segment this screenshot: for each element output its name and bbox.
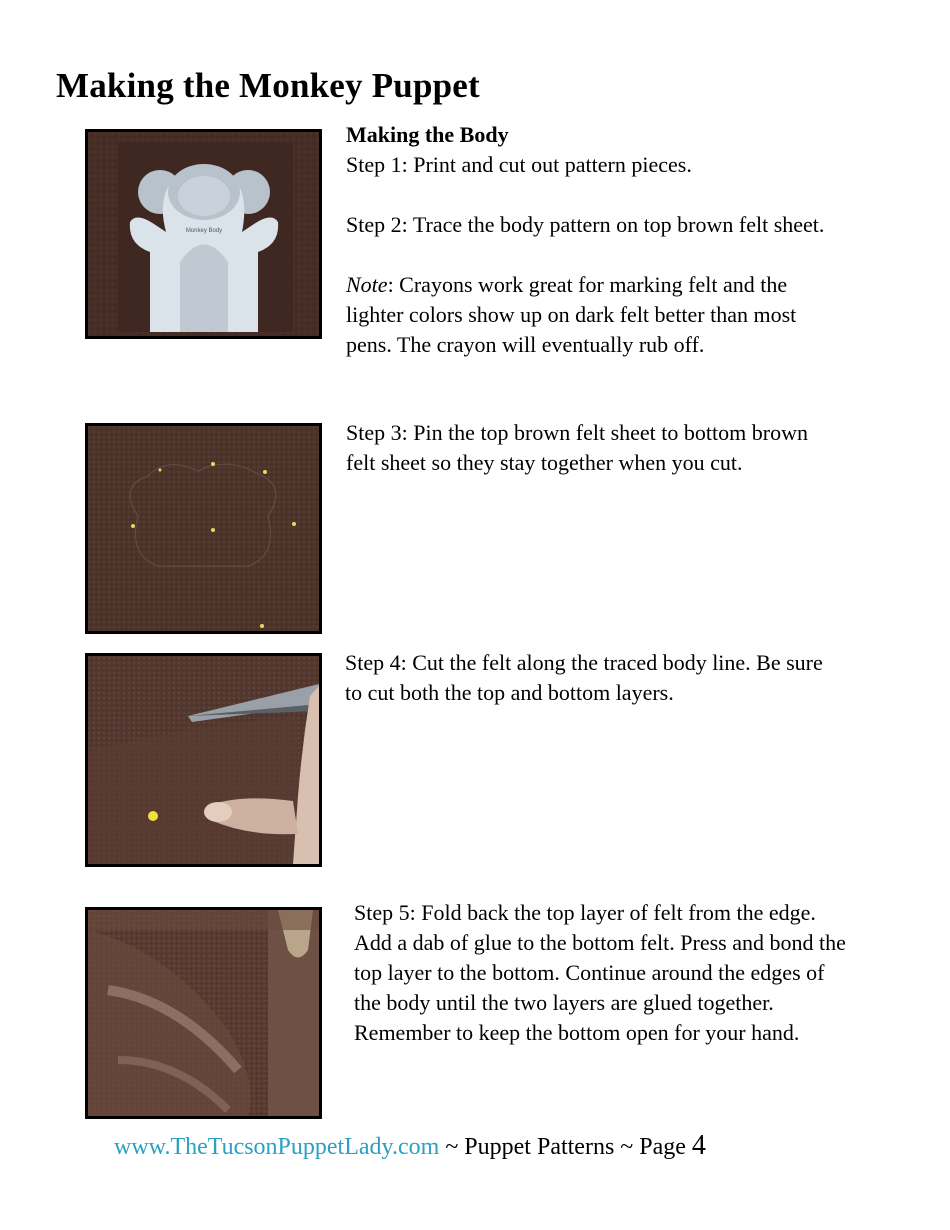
- footer-text: ~ Puppet Patterns ~ Page: [439, 1134, 692, 1160]
- note-label: Note: [346, 272, 388, 297]
- pattern-label: Monkey Body: [185, 228, 223, 234]
- page-title: Making the Monkey Puppet: [56, 66, 480, 105]
- photo-pinned-felt: [85, 423, 322, 634]
- step-2: Step 2: Trace the body pattern on top brown felt sheet.: [346, 212, 825, 237]
- footer-url-link[interactable]: www.TheTucsonPuppetLady.com: [114, 1134, 440, 1160]
- step-1: Step 1: Print and cut out pattern pieces.: [346, 152, 692, 177]
- footer: [114, 1130, 706, 1162]
- section-heading: Making the Body: [346, 122, 509, 147]
- step-4: Step 4: Cut the felt along the traced body line. Be sure to cut both the top and bottom layers.: [345, 650, 823, 705]
- photo-gluing-felt: [85, 907, 322, 1119]
- note-text: : Crayons work great for marking felt and the lighter colors show up on dark felt better than most pens. The crayon will eventually rub off.: [346, 272, 797, 357]
- step-5: Step 5: Fold back the top layer of felt from the edge. Add a dab of glue to the bottom felt. Press and bond the top layer to the bottom. Continue around the edges of the body until the two layers are glued together. Remember to keep the bottom open for your hand.: [354, 900, 846, 1045]
- photo-cutting-felt: [85, 653, 322, 867]
- photo-pattern-on-felt: [85, 129, 322, 339]
- note-paragraph: [346, 270, 841, 360]
- page-number: 4: [691, 1130, 706, 1161]
- body-instructions-block: [346, 120, 846, 360]
- step-3: Step 3: Pin the top brown felt sheet to bottom brown felt sheet so they stay together when you cut.: [346, 420, 808, 475]
